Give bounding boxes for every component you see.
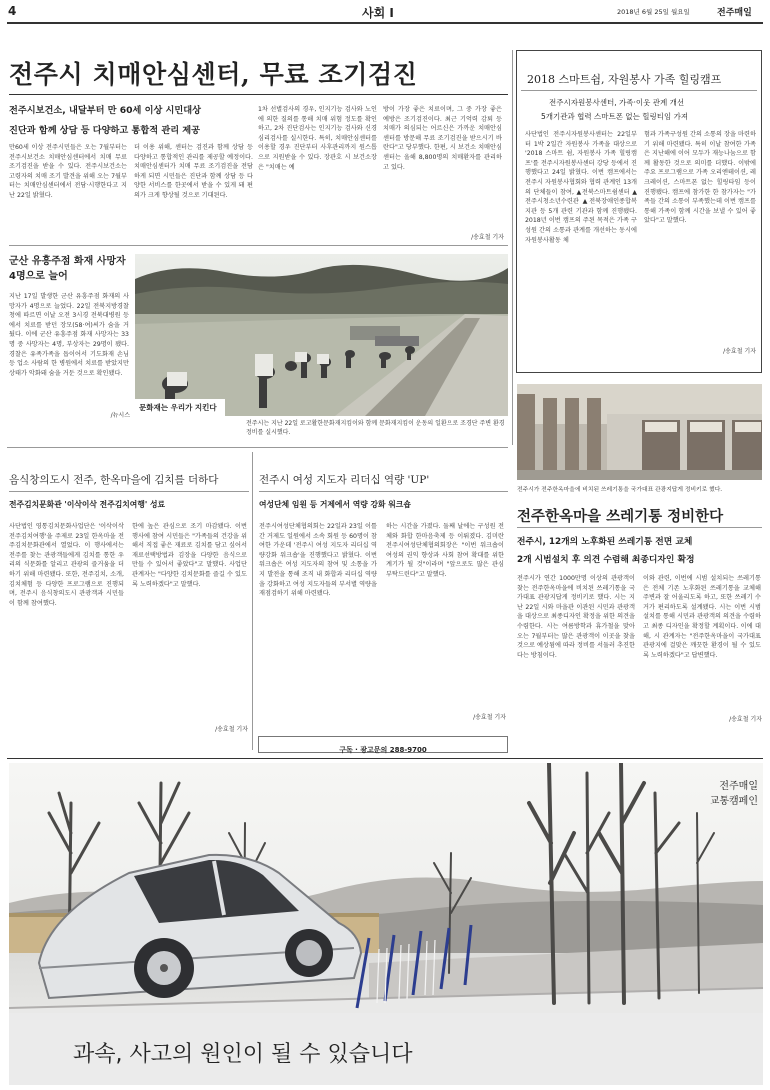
page-number: 4 [8,4,17,18]
fire-credit: /뉴시스 [110,412,130,419]
traffic-campaign-photo [9,763,763,1085]
subscription-bar [258,736,508,753]
campaign-label [674,779,758,809]
page-header [0,0,770,22]
women-subhead: 여성단체 임원 등 거제에서 역량 강화 워크숍 [259,500,411,509]
heritage-photo-caption: 전주시는 지난 22일 로고활한문화재지킴이와 함께 문화재지킴이 운동의 일환으로 조경단 주변 환경정비를 실시했다. [246,420,505,436]
camp-rule [521,90,757,91]
issue-date: 2018년 6월 25일 월요일 [617,8,690,16]
lead-credit: /송효철 기자 [471,234,504,241]
kimchi-rule [9,491,249,492]
kimchi-body-col2: 한에 높은 관심으로 조기 마감됐다. 이번 행사에 참여 시민들은 "가족들의 건강을 위해서 직접 좋은 재료로 김치를 담고 싶어서 재료선택방법과 김장을 다양한 음식으로 만들 수 있어서 좋았다"고 말했다. 사업단 관계자는 "다양한 김치문화를 즐길 수 있도록 노력하겠다"고 말했다. [132,523,247,588]
trash-body-col1: 전주시가 연간 1000만명 이상의 관광객이 찾는 전주한옥마을에 비치된 쓰레기통을 국가대표 관광지답게 정비키로 했다. 시는 지난 22일 시와 마을관 이관된 시민과 관광객을 대상으로 최종디자인 확정을 위한 의견을 수렴한다. 시는 여름방학과 휴가철을 맞아 오는 7월부터는 많은 관광객이 이곳을 찾을 것으로 예상됨에 따라 정비를 서둘러 추진한다는 방침이다. [517,575,635,659]
campaign-slogan: 과속, 사고의 원인이 될 수 있습니다 [73,1042,413,1067]
women-headline: 전주시 여성 지도자 리더십 역량 'UP' [259,474,430,486]
camp-subhead-1: 전주시자원봉사센터, 가족·이웃 관계 개선 [549,98,685,107]
fire-body: 지난 17일 발생한 군산 유흥주점 화재의 사망자가 4명으로 늘었다. 22일 전북지방경찰청에 따르면 이날 오전 3시경 전북대병원 등에서 치료를 받던 장모(58·여)씨가 숨을 거뒀다. 이에 군산 유흥주점 화재 사망자는 33명 중 사망자는 4명, 부상자는 29명이 됐다. 경찰은 유족가족을 돕이어서 기도화재 손님등 업소 사람의 한 병원에서 치료를 받았지만 상태가 악화돼 숨을 거둔 것으로 확인됐다. [9,293,129,377]
lead-body-col2: 더 이용 위해, 센터는 검진과 함께 상담 등 다양하고 통합적인 관리를 제공할 예정이다. 치매안심센터가 치매 무료 조기검진을 전담하게 되면 시민들은 진단과 함께 상담 등 다양한 서비스를 한곳에서 받을 수 있게 돼 편의가 크게 향상될 것으로 기대된다. [134,144,253,199]
heritage-photo [135,254,508,416]
women-rule [259,491,508,492]
trash-subhead-1: 전주시, 12개의 노후화된 쓰레기통 전면 교체 [517,537,693,547]
subscription-text: 구독 · 광고문의 288-9700 [339,746,427,754]
trash-credit: /송효철 기자 [729,716,762,723]
lead-subhead-1: 전주시보건소, 내달부터 만 60세 이상 시민대상 [9,105,202,116]
women-credit: /송효철 기자 [473,714,506,721]
kimchi-body-col1: 사단법인 영통김치문화사업단은 '이삭이삭 전주김치여행'을 주제로 23일 한옥마을 전주김치문화관에서 열었다. 이 행사에서는 전주를 찾는 관광객들에게 김치를 통한 우리의 식문화를 알리고 관광의 즐거움을 더하기 위해 마련됐다. 또한, 전주김치, 소개, 김치체험 등 다양한 프로그램으로 진행되며, 전주시 음식창의도시 관광객과 시민들이 함께 참여했다. [9,523,124,607]
trash-rule [517,527,762,528]
camp-headline: 2018 스마트쉼, 자원봉사 가족 힐링캠프 [527,73,722,86]
trash-body-col2: 이와 관련, 이번에 시범 설치되는 쓰레기통은 전체 기존 노후화된 쓰레기통을 교체해 주변과 잘 어울리도록 하고, 또한 쓰레기 수거가 편리하도록 설계됐다. 시는 이번 시범 설치를 통해 시민과 관광객의 의견을 수렴하고 최종 디자인을 확정할 계획이다. 이에 대해, 시 관계자는 "전주한옥마을이 국가대표 관광지에 걸맞은 깨끗한 환경이 될 수 있도록 노력하겠다"고 답변했다. [643,575,761,659]
trash-subhead-2: 2개 시범설치 후 의견 수렴해 최종디자인 확정 [517,555,695,565]
camp-credit: /송효철 기자 [723,348,756,355]
header-rule [7,22,763,24]
fire-headline-text: 군산 유흥주점 화재 사망자 4명으로 늘어 [9,256,126,282]
lead-rule [9,94,508,95]
campaign-label-line2: 교통캠페인 [709,796,758,807]
women-body-col2: 하는 시간을 가졌다. 둘째 날에는 구성원 전체와 화합 한마음축제 등 이뤄졌다. 김미란 전주시여성단체협의회장은 "이번 워크숍이 여성의 권익 향상과 사회 참여 확대를 위한 계기가 될 것"이라며 "앞으로도 많은 관심 부탁드린다"고 말했다. [386,523,504,578]
lead-body-col1: 만60세 이상 전주시민들은 오는 7월부터는 전주시보건소 치매안심센터에서 치매 무료 조기검진을 받을 수 있다. 전주시보건소는 고령자의 치매 조기 발견을 위해 오는 7월부터는 치매안심센터에서 전담·시행한다고 지난 22일 밝혔다. [9,144,127,199]
campaign-label-line1: 전주매일 [719,781,758,792]
column-divider [512,50,513,445]
lead-bottom-rule [9,245,508,246]
lead-body-col3: 1차 선별검사의 경우, 인지기능 검사와 노인에 의한 질의를 통해 치매 위험 정도를 확인하고, 2차 진단검사는 인지기능 검사와 신경심리검사를 실시한다. 특히, 치매안심센터를 이용할 경우 진단부터 사후관리까지 원스톱으로 지원받을 수 있다. 장관호 시 보건소장은 "치매는 예 [258,106,377,171]
lead-subhead-2: 진단과 함께 상담 등 다양하고 통합적 관리 제공 [9,125,201,136]
camp-body-col2: 험과 가족구성원 간의 소통의 장을 마련하기 위해 마련됐다. 특히 이날 참여한 가족은 지난해에 이어 모두가 재능나눔으로 함께 활동한 것으로 의미를 더했다. 이밖에 주요 프로그램으로 가족 오리엔테이션, 레크레이션, 스마트폰 없는 힐링타임 등이 진행됐다. 캠프에 참가한 한 참가자는 "가족들 간의 소통이 부족했는데 이번 캠프를 통해 가족이 함께 시간을 보낼 수 있어 좋았다"고 말했다. [644,131,756,225]
lead-headline: 전주시 치매안심센터, 무료 조기검진 [9,60,418,89]
section-name: 사회 I [362,6,394,20]
bottom-section-rule [7,758,763,759]
kimchi-headline: 음식창의도시 전주, 한옥마을에 김치를 더하다 [9,474,219,486]
camp-body-col1: 사단법인 전주시자원봉사센터는 22일부터 1박 2일간 자원봉사 가족을 대상으로 '2018 스마트 쉼, 자원봉사 가족 힐링캠프'를 전주시자원봉사센터 강당 등에서 진행했다고 24일 밝혔다. 이번 캠프에서는 전주시 자원봉사협회와 협력 관계인 13개의 단체들이 참여, ▲전북스마트쉼센터 ▲전주시청소년수련관 ▲전북장애인종합복지관 등 5개 관련 기관과 함께 진행됐다. 2018년 이번 캠프의 주된 목적은 가족 구성원 간의 소통과 관계를 개선하는 동시에 자원봉사활동 체 [525,131,637,244]
kimchi-credit: /송효철 기자 [215,726,248,733]
trash-headline: 전주한옥마을 쓰레기통 정비한다 [517,508,724,525]
fire-headline [9,254,133,284]
middle-rule [7,447,508,448]
middle-divider [252,452,253,750]
women-body-col1: 전주시여성단체협의회는 22일과 23일 이틀간 거제도 일원에서 소속 회원 등 60명이 참여한 가운데 '전주시 여성 지도자 리더십 역량강화 워크숍'을 진행했다고 밝혔다. 이번 워크숍은 여성 지도자의 참여 및 소통을 가지 발전을 통해 조직 내 화합과 리더십 역량을 강화하고 여성 지도자들의 부서별 역량을 재점검하기 위해 마련됐다. [259,523,377,598]
trash-photo [517,384,762,480]
heritage-photo-label: 문화재는 우리가 지킨다 [139,403,217,412]
camp-subhead-2: 5개기관과 협력 스마트폰 없는 힐링티임 가져 [541,112,689,121]
trash-photo-caption: 전주시가 전주한옥마을에 비치된 쓰레기통을 국가대표 관광지답게 정비키로 했다. [517,487,723,493]
lead-body-col4: 방이 가장 좋은 치료이며, 그 중 가장 좋은 예방은 조기검진이다. 최근 기억력 감퇴 등 치매가 의심되는 어르신은 가까운 치매안심센터를 방문해 무료 조기검진을 받으시기 바란다"고 당부했다. 한편, 시 보건소 치매안심센터는 올해 8,800명의 치매환자를 관리하고 있다. [383,106,502,171]
paper-name: 전주매일 [717,8,752,18]
kimchi-subhead: 전주김치문화관 '이삭이삭 전주김치여행' 성료 [9,500,166,509]
